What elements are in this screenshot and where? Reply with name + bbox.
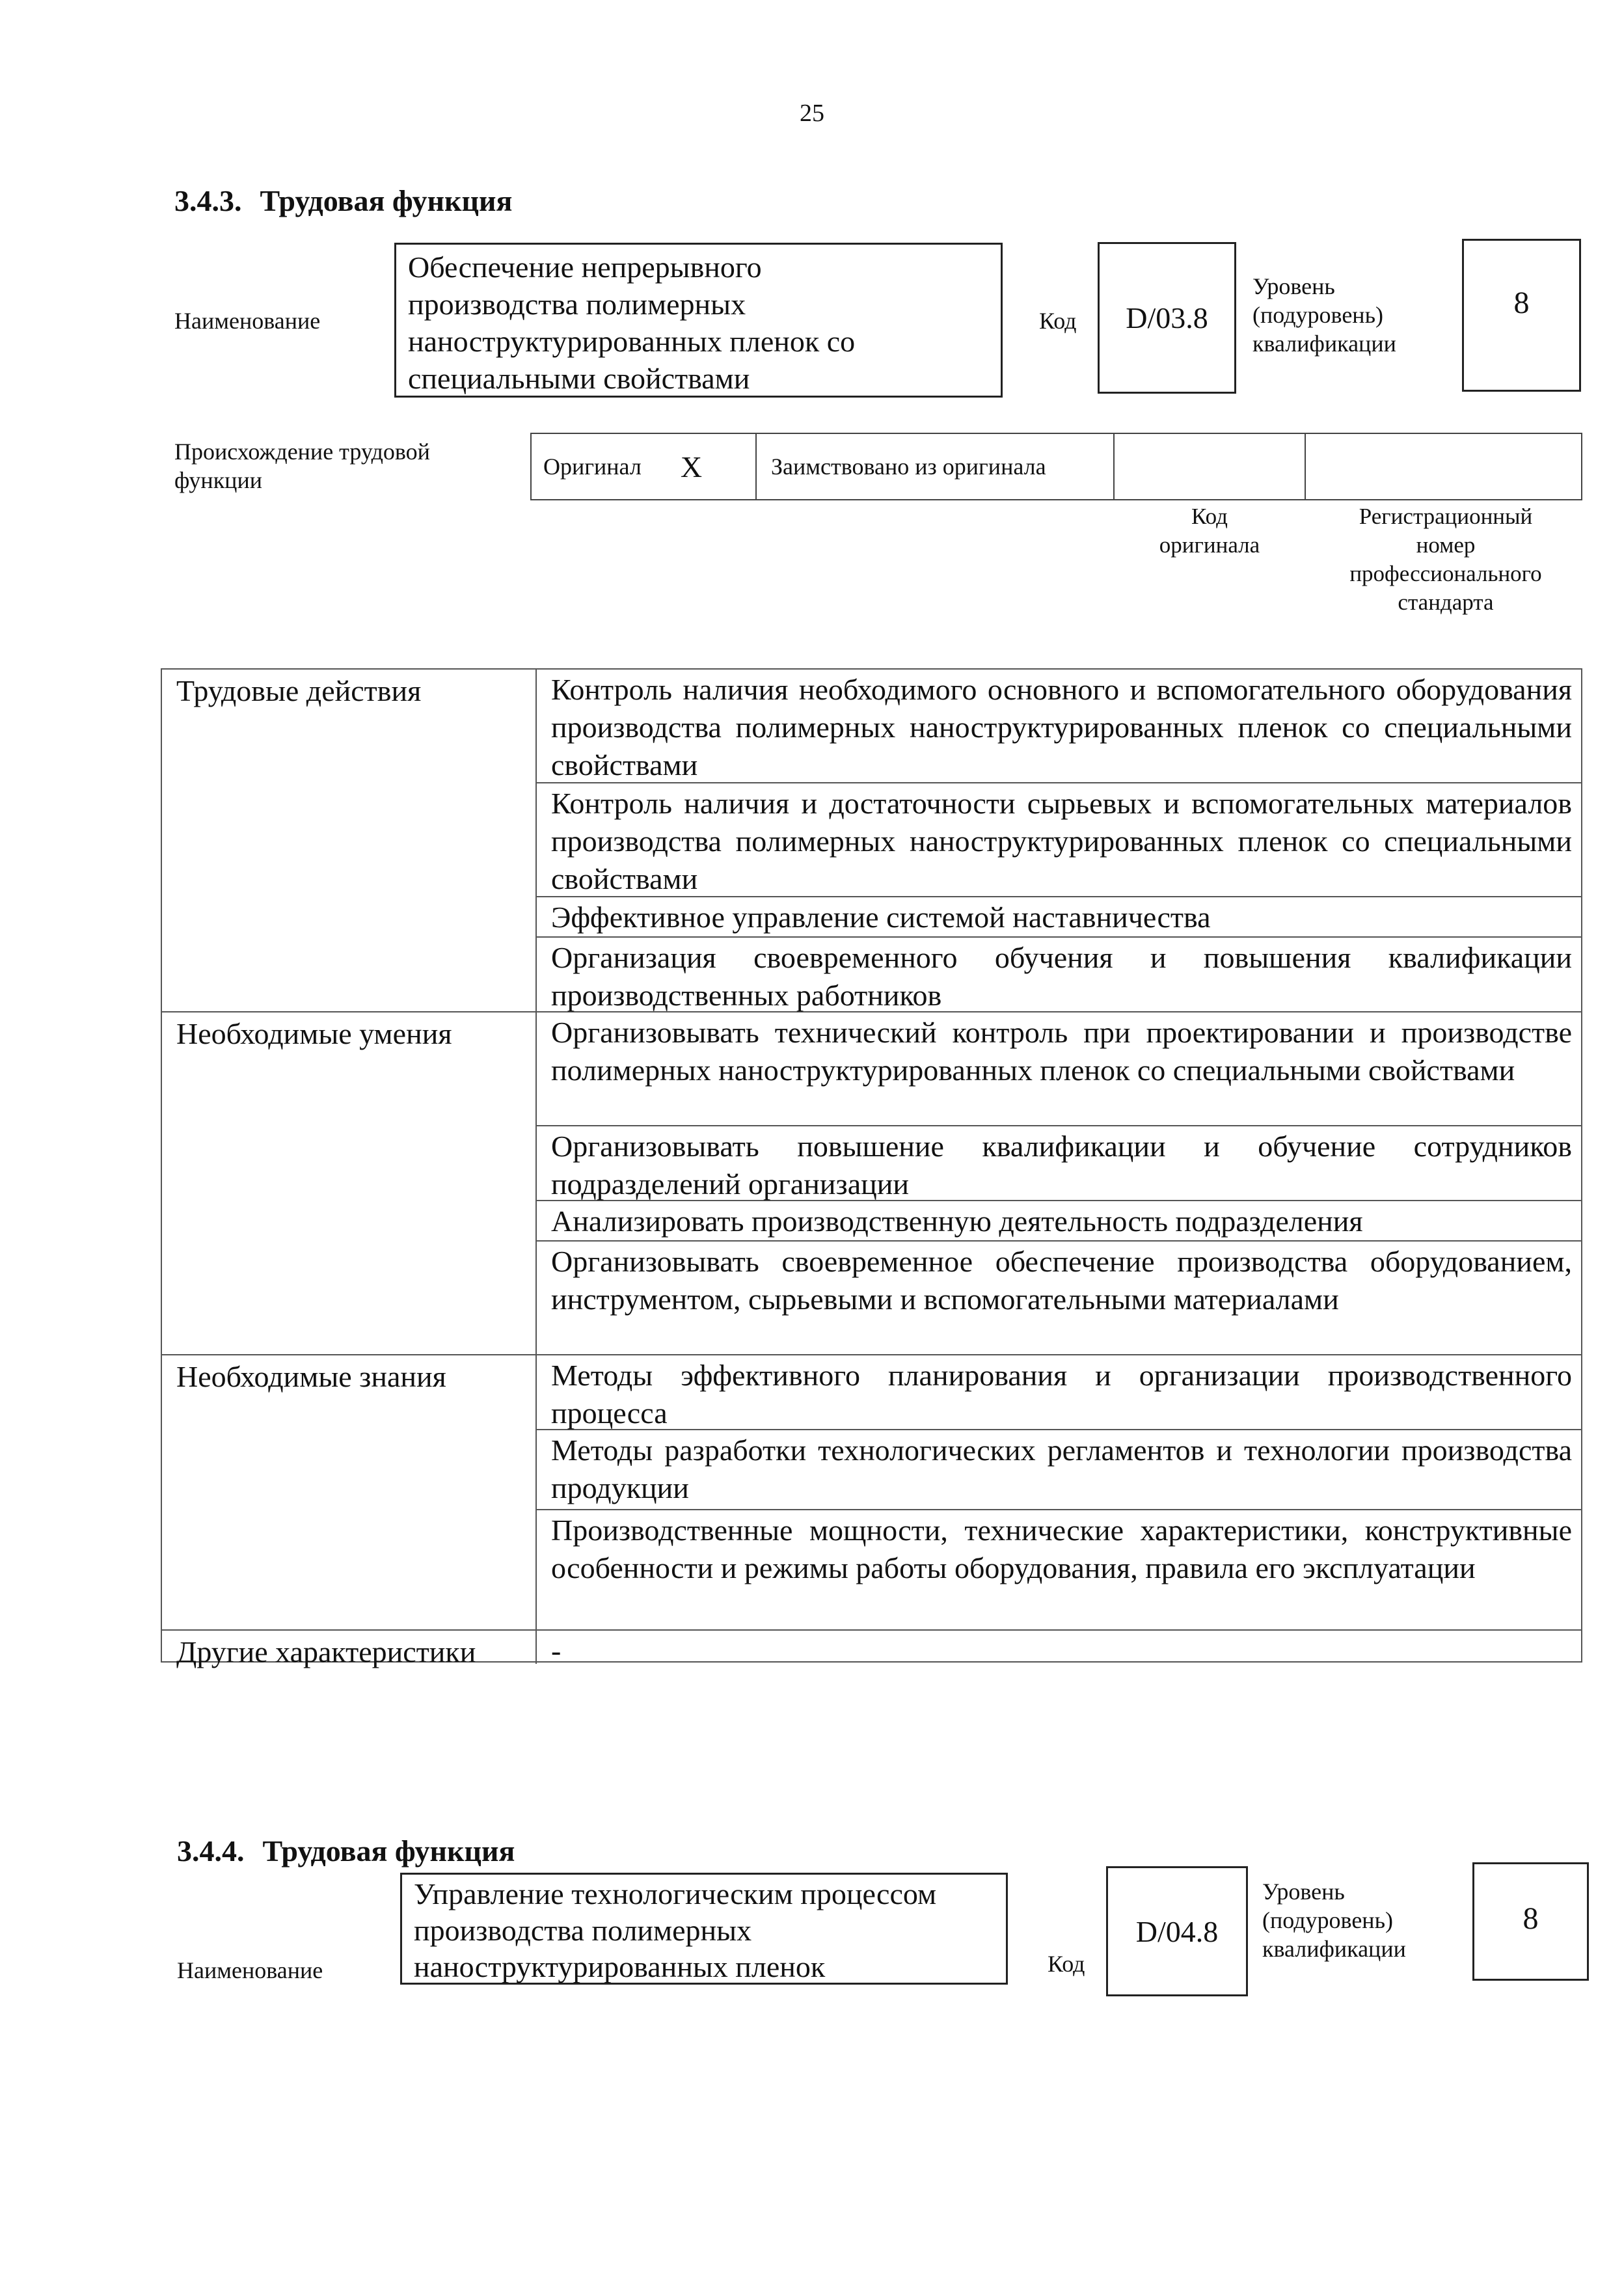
level-label-line: квалификации — [1262, 1936, 1406, 1962]
table-row: Организовывать повышение квалификации и обучение сотрудников подразделений организации — [537, 1126, 1581, 1201]
function-name-box — [400, 1873, 1008, 1985]
section-title: Трудовая функция — [262, 1834, 515, 1868]
level-label-line: (подуровень) — [1252, 302, 1383, 328]
caption-line: Регистрационный — [1359, 504, 1533, 529]
name-line: Управление технологическим процессом — [414, 1877, 937, 1910]
original-label: Оригинал — [543, 454, 642, 480]
origin-code-cell — [1115, 434, 1306, 499]
code-label: Код — [1039, 308, 1077, 334]
function-details-table — [161, 668, 1582, 1668]
code-label: Код — [1048, 1951, 1085, 1977]
category-other: Другие характеристики — [162, 1631, 537, 1664]
category-required-knowledge: Необходимые знания — [162, 1355, 537, 1631]
table-row: Производственные мощности, технические характеристики, конструктивные особенности и режимы работы оборудования, правила его эксплуатации — [537, 1510, 1581, 1631]
table-row: - — [551, 1634, 562, 1667]
level-label — [1252, 272, 1396, 358]
section-title: Трудовая функция — [260, 184, 513, 217]
table-row: Организовывать технический контроль при проектировании и производстве полимерных наноструктурированных пленок со специальными свойствами — [537, 1012, 1581, 1126]
original-mark: X — [680, 450, 703, 483]
name-label: Наименование — [174, 308, 321, 334]
section-heading-344 — [177, 1834, 515, 1868]
origin-label-line: Происхождение трудовой — [174, 439, 430, 465]
registration-number-caption — [1309, 502, 1582, 617]
caption-line: стандарта — [1398, 590, 1494, 615]
category-labor-actions: Трудовые действия — [162, 670, 537, 1012]
level-box: 8 — [1472, 1862, 1589, 1981]
caption-line: оригинала — [1159, 532, 1260, 558]
name-line: производства полимерных — [408, 288, 746, 321]
section-heading-343 — [174, 183, 512, 218]
origin-borrowed-cell: Заимствовано из оригинала — [757, 434, 1115, 499]
origin-original-cell — [532, 434, 757, 499]
origin-label — [174, 437, 430, 495]
level-label-line: Уровень — [1252, 273, 1335, 299]
origin-label-line: функции — [174, 467, 262, 493]
name-label: Наименование — [177, 1957, 323, 1983]
name-line: специальными свойствами — [408, 362, 750, 395]
name-line: производства полимерных — [414, 1914, 752, 1947]
table-row: Организация своевременного обучения и повышения квалификации производственных работников — [537, 938, 1581, 1012]
table-row: Организовывать своевременное обеспечение производства оборудованием, инструментом, сырьевыми и вспомогательными материалами — [537, 1242, 1581, 1355]
code-box: D/03.8 — [1098, 242, 1236, 394]
table-row: Методы эффективного планирования и организации производственного процесса — [537, 1355, 1581, 1430]
page-number: 25 — [800, 100, 824, 127]
origin-reg-cell — [1306, 434, 1581, 499]
caption-line: Код — [1191, 504, 1228, 529]
level-label — [1262, 1877, 1406, 1963]
caption-line: профессионального — [1349, 561, 1542, 586]
table-row: Контроль наличия необходимого основного и вспомогательного оборудования производства полимерных наноструктурированных пленок со специальными свойствами — [537, 670, 1581, 783]
table-row: Методы разработки технологических регламентов и технологии производства продукции — [537, 1430, 1581, 1510]
caption-line: номер — [1416, 532, 1476, 558]
level-box: 8 — [1462, 239, 1581, 392]
original-code-caption — [1114, 502, 1305, 560]
name-line: наноструктурированных пленок со — [408, 325, 856, 358]
level-label-line: (подуровень) — [1262, 1907, 1393, 1933]
table-row: Анализировать производственную деятельность подразделения — [537, 1201, 1581, 1242]
level-label-line: квалификации — [1252, 331, 1396, 357]
category-required-skills: Необходимые умения — [162, 1012, 537, 1355]
level-label-line: Уровень — [1262, 1879, 1345, 1905]
table-row: Эффективное управление системой наставничества — [537, 897, 1581, 938]
name-line: Обеспечение непрерывного — [408, 251, 762, 284]
section-number: 3.4.3. — [174, 184, 242, 217]
section-number: 3.4.4. — [177, 1834, 245, 1868]
function-name-box — [394, 243, 1003, 398]
table-row: Контроль наличия и достаточности сырьевых и вспомогательных материалов производства полимерных наноструктурированных пленок со специальными свойствами — [537, 783, 1581, 897]
name-line: наноструктурированных пленок — [414, 1950, 826, 1983]
origin-row — [530, 433, 1582, 500]
code-box: D/04.8 — [1106, 1866, 1248, 1996]
